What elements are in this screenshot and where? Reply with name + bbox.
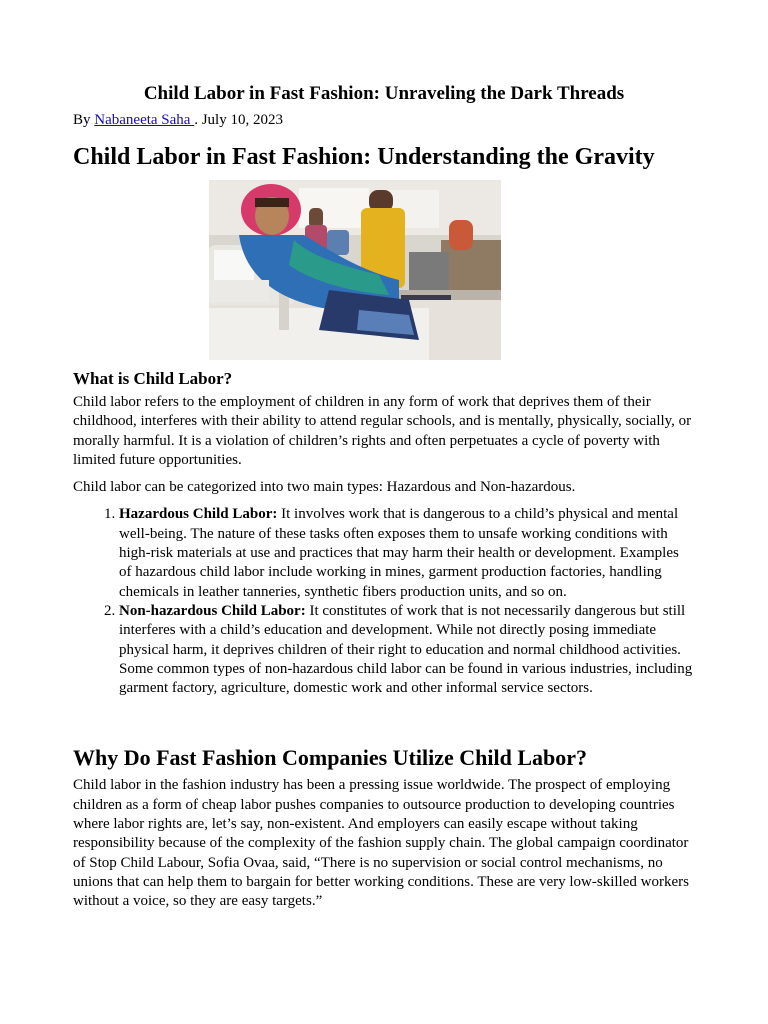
list-item-text: It involves work that is dangerous to a child’s physical and mental well-being. The nature of these tasks often exposes them to unsafe working conditions with high-risk materials at use and practices that may harm their health or development. Examples of hazardous child labor include working in mines, garment production factories, handling chemicals in leather tanneries, synthetic fibers production units, and so on. (119, 506, 679, 600)
publish-date: . July 10, 2023 (194, 112, 283, 128)
list-item-term: Hazardous Child Labor: (119, 506, 278, 523)
section-heading-gravity: Child Labor in Fast Fashion: Understanding the Gravity (73, 144, 655, 170)
author-link[interactable]: Nabaneeta Saha (94, 112, 195, 128)
list-item-hazardous (119, 505, 695, 601)
list-item-text: It constitutes of work that is not necessarily dangerous but still interferes with a child’s education and development. While not directly posing immediate physical harm, it deprives children of their right to education and normal childhood activities. Some common types of non-hazardous child labor can be found in various industries, including garment factory, agriculture, domestic work and other informal service sectors. (119, 602, 693, 697)
garment-factory-photo (209, 180, 501, 360)
labor-types-list (73, 505, 695, 698)
paragraph-definition: Child labor refers to the employment of children in any form of work that deprives them of their childhood, interferes with their ability to attend regular schools, and is mentally, physically, socially, or morally harmful. It is a violation of children’s rights and often perpetuates a cycle of poverty with limited future opportunities. (73, 394, 692, 468)
list-item-non-hazardous (119, 602, 695, 698)
garment-factory-illustration (209, 180, 501, 360)
subheading-what-is-child-labor: What is Child Labor? (73, 369, 233, 388)
section-heading-why: Why Do Fast Fashion Companies Utilize Child Labor? (73, 745, 587, 771)
byline (73, 111, 695, 129)
byline-prefix: By (73, 112, 95, 128)
paragraph-categories: Child labor can be categorized into two main types: Hazardous and Non-hazardous. (73, 479, 576, 496)
article-title: Child Labor in Fast Fashion: Unraveling the Dark Threads (143, 83, 625, 104)
list-item-term: Non-hazardous Child Labor: (119, 602, 306, 619)
paragraph-why: Child labor in the fashion industry has been a pressing issue worldwide. The prospect of employing children as a form of cheap labor pushes companies to outsource production to developing countries where labor rights are, let’s say, non-existent. And employers can easily escape without taking responsibility because of the complexity of the fashion supply chain. The global campaign coordinator of Stop Child Labour, Sofia Ovaa, said, “There is no supervision or social control mechanisms, no unions that can help them to bargain for better working conditions. These are very low-skilled workers without a voice, so they are easy targets.” (73, 777, 689, 910)
